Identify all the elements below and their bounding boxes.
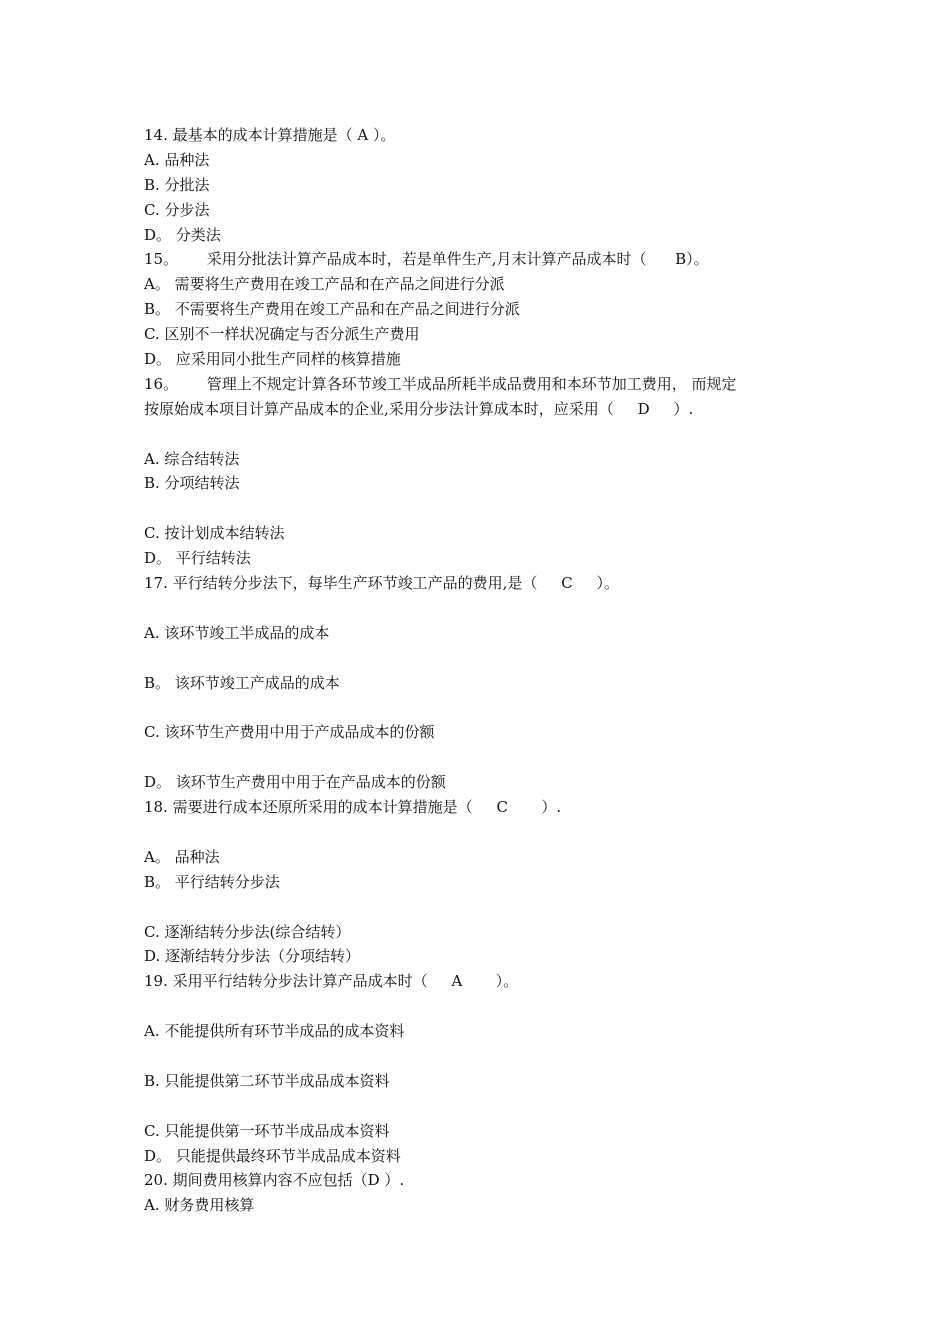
text-line: C. 逐渐结转分步法(综合结转） [144,922,351,941]
text-line: A. 不能提供所有环节半成品的成本资料 [144,1022,405,1041]
blank-line [144,646,824,671]
text-line: D。 该环节生产费用中用于在产品成本的份额 [144,773,446,792]
text-line: C. 分步法 [144,200,210,219]
text-line: 15。 采用分批法计算产品成本时，若是单件生产,月末计算产品成本时（ B）。 [144,250,709,269]
blank-line [144,1044,824,1069]
text-line: B。 不需要将生产费用在竣工产品和在产品之间进行分派 [144,300,520,319]
blank-line [144,596,824,621]
text-line: C. 按计划成本结转法 [144,524,285,543]
text-line: A。 需要将生产费用在竣工产品和在产品之间进行分派 [144,275,505,294]
text-line: 按原始成本项目计算产品成本的企业,采用分步法计算成本时，应采用（ D ）. [144,399,694,418]
blank-line [144,1094,824,1119]
text-line: 14. 最基本的成本计算措施是（ A ）。 [144,126,396,144]
text-line: A. 该环节竣工半成品的成本 [144,623,330,642]
text-line: B。 平行结转分步法 [144,872,280,891]
blank-line [144,994,824,1019]
blank-line [144,496,824,521]
text-line: B. 分项结转法 [144,474,240,493]
text-line: 19. 采用平行结转分步法计算产品成本时（ A ）。 [144,972,519,991]
blank-line [144,745,824,770]
blank-line [144,422,824,447]
text-line: D。 分类法 [144,225,221,244]
blank-line [144,695,824,720]
blank-line [144,895,824,920]
document-body [144,123,824,1218]
text-line: 17. 平行结转分步法下，每毕生产环节竣工产品的费用,是（ C ）。 [144,574,620,593]
text-line: A. 品种法 [144,150,210,169]
blank-line [144,820,824,845]
text-line: C. 只能提供第一环节半成品成本资料 [144,1121,390,1140]
text-line: C. 区别不一样状况确定与否分派生产费用 [144,325,420,344]
text-line: A。 品种法 [144,847,220,866]
text-line: 18. 需要进行成本还原所采用的成本计算措施是（ C ）. [144,798,562,817]
text-line: C. 该环节生产费用中用于产成品成本的份额 [144,723,435,742]
text-line: D. 逐渐结转分步法（分项结转） [144,947,361,966]
text-line: B. 分批法 [144,175,210,194]
text-line: A. 财务费用核算 [144,1196,255,1215]
text-line: B. 只能提供第二环节半成品成本资料 [144,1071,390,1090]
text-line: 16。 管理上不规定计算各环节竣工半成品所耗半成品费用和本环节加工费用， 而规定 [144,374,737,393]
text-line: D。 只能提供最终环节半成品成本资料 [144,1146,401,1165]
text-line: A. 综合结转法 [144,449,240,468]
text-line: B。 该环节竣工产成品的成本 [144,673,340,692]
text-line: 20. 期间费用核算内容不应包括（D ）. [144,1171,405,1190]
text-line: D。 平行结转法 [144,549,251,568]
text-line: D。 应采用同小批生产同样的核算措施 [144,350,401,369]
